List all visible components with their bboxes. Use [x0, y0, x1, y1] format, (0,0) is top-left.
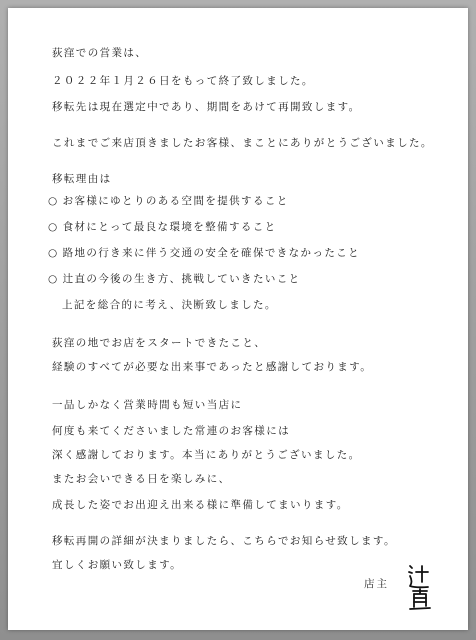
reason-text: 路地の行き来に伴う交通の安全を確保できなかったこと: [62, 247, 361, 259]
bullet-icon: ○: [48, 195, 59, 207]
reason-item-4: [48, 272, 301, 286]
line-closing-notice: 荻窪での営業は、: [52, 47, 148, 59]
line-thanks-customers: これまでご来店頂きましたお客様、まことにありがとうございました。: [52, 137, 433, 149]
bullet-icon: ○: [48, 221, 59, 233]
line-relocation-status: 移転先は現在選定中であり、期間をあけて再開致します。: [52, 101, 361, 113]
bullet-icon: ○: [48, 273, 59, 285]
line-details-announcement: 移転再開の詳細が決まりましたら、こちらでお知らせ致します。: [52, 535, 396, 547]
reason-item-3: [48, 246, 360, 260]
owner-label: 店主: [364, 578, 389, 590]
line-regulars: 何度も来てくださいました常連のお客様には: [52, 425, 290, 437]
line-deep-thanks: 深く感謝しております。本当にありがとうございました。: [52, 449, 361, 461]
signature-image: [406, 562, 432, 612]
letter-paper: [8, 8, 468, 630]
line-reasons-heading: 移転理由は: [52, 173, 112, 185]
line-grown-welcome: 成長した姿でお出迎え出来る様に準備してまいります。: [52, 499, 349, 511]
reason-item-1: [48, 194, 289, 208]
reason-text: 辻直の今後の生き方、挑戦していきたいこと: [62, 273, 301, 285]
line-gratitude-experience: 経験のすべてが必要な出来事であったと感謝しております。: [52, 361, 373, 373]
line-decision: 上記を総合的に考え、決断致しました。: [62, 299, 277, 311]
reason-text: お客様にゆとりのある空間を提供すること: [62, 195, 289, 207]
line-ogikubo-start: 荻窪の地でお店をスタートできたこと、: [52, 337, 267, 349]
line-regards: 宜しくお願い致します。: [52, 559, 183, 571]
bullet-icon: ○: [48, 247, 59, 259]
line-see-you-again: またお会いできる日を楽しみに、: [52, 473, 231, 485]
line-one-dish: 一品しかなく営業時間も短い当店に: [52, 399, 243, 411]
reason-item-2: [48, 220, 277, 234]
reason-text: 食材にとって最良な環境を整備すること: [62, 221, 277, 233]
line-closing-date: ２０２２年１月２６日をもって終了致しました。: [52, 75, 314, 87]
